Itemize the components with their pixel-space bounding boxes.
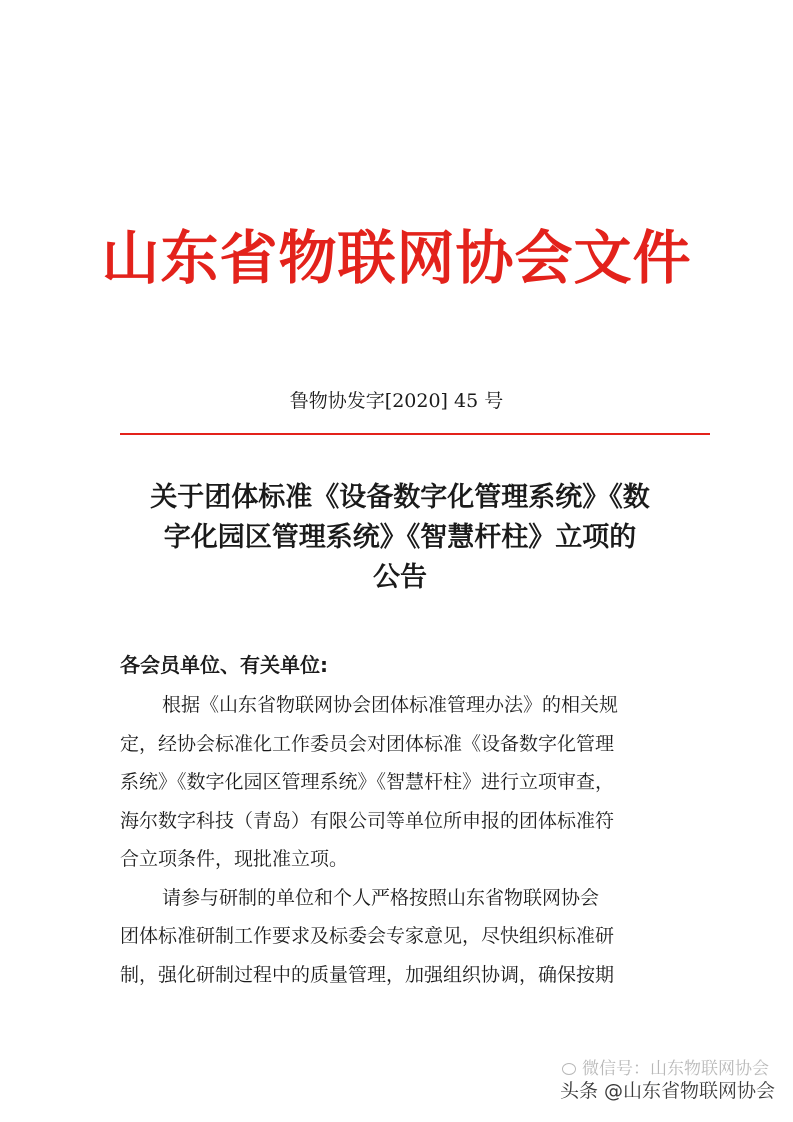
body-line: 根据《山东省物联网协会团体标准管理办法》的相关规 — [162, 694, 619, 716]
notice-title-line: 关于团体标准《设备数字化管理系统》《数 — [150, 482, 650, 513]
body-line: 合立项条件，现批准立项。 — [120, 848, 349, 870]
notice-title-line: 字化园区管理系统》《智慧杆柱》立项的 — [163, 522, 637, 553]
document-header-title: 山东省物联网协会文件 — [101, 224, 692, 292]
wechat-watermark-text: 微信号：山东物联网协会 — [582, 1059, 769, 1079]
toutiao-watermark: 头条 @山东省物联网协会 — [559, 1080, 775, 1102]
document-number: 鲁物协发字[2020] 45 号 — [289, 390, 504, 412]
wechat-watermark — [562, 1058, 769, 1080]
addressee-line: 各会员单位、有关单位: — [120, 653, 328, 677]
body-text — [120, 686, 680, 994]
wechat-icon — [562, 1063, 576, 1075]
body-line: 请参与研制的单位和个人严格按照山东省物联网协会 — [162, 886, 600, 909]
body-line: 海尔数字科技（青岛）有限公司等单位所申报的团体标准符 — [120, 809, 615, 832]
body-line: 制，强化研制过程中的质量管理，加强组织协调，确保按期 — [120, 963, 615, 986]
body-line: 团体标准研制工作要求及标委会专家意见，尽快组织标准研 — [120, 925, 615, 947]
body-line: 系统》《数字化园区管理系统》《智慧杆柱》进行立项审查， — [120, 771, 615, 793]
notice-title — [100, 478, 700, 598]
red-divider-line — [120, 433, 710, 435]
notice-title-line: 公告 — [373, 562, 427, 593]
body-line: 定，经协会标准化工作委员会对团体标准《设备数字化管理 — [120, 732, 615, 755]
